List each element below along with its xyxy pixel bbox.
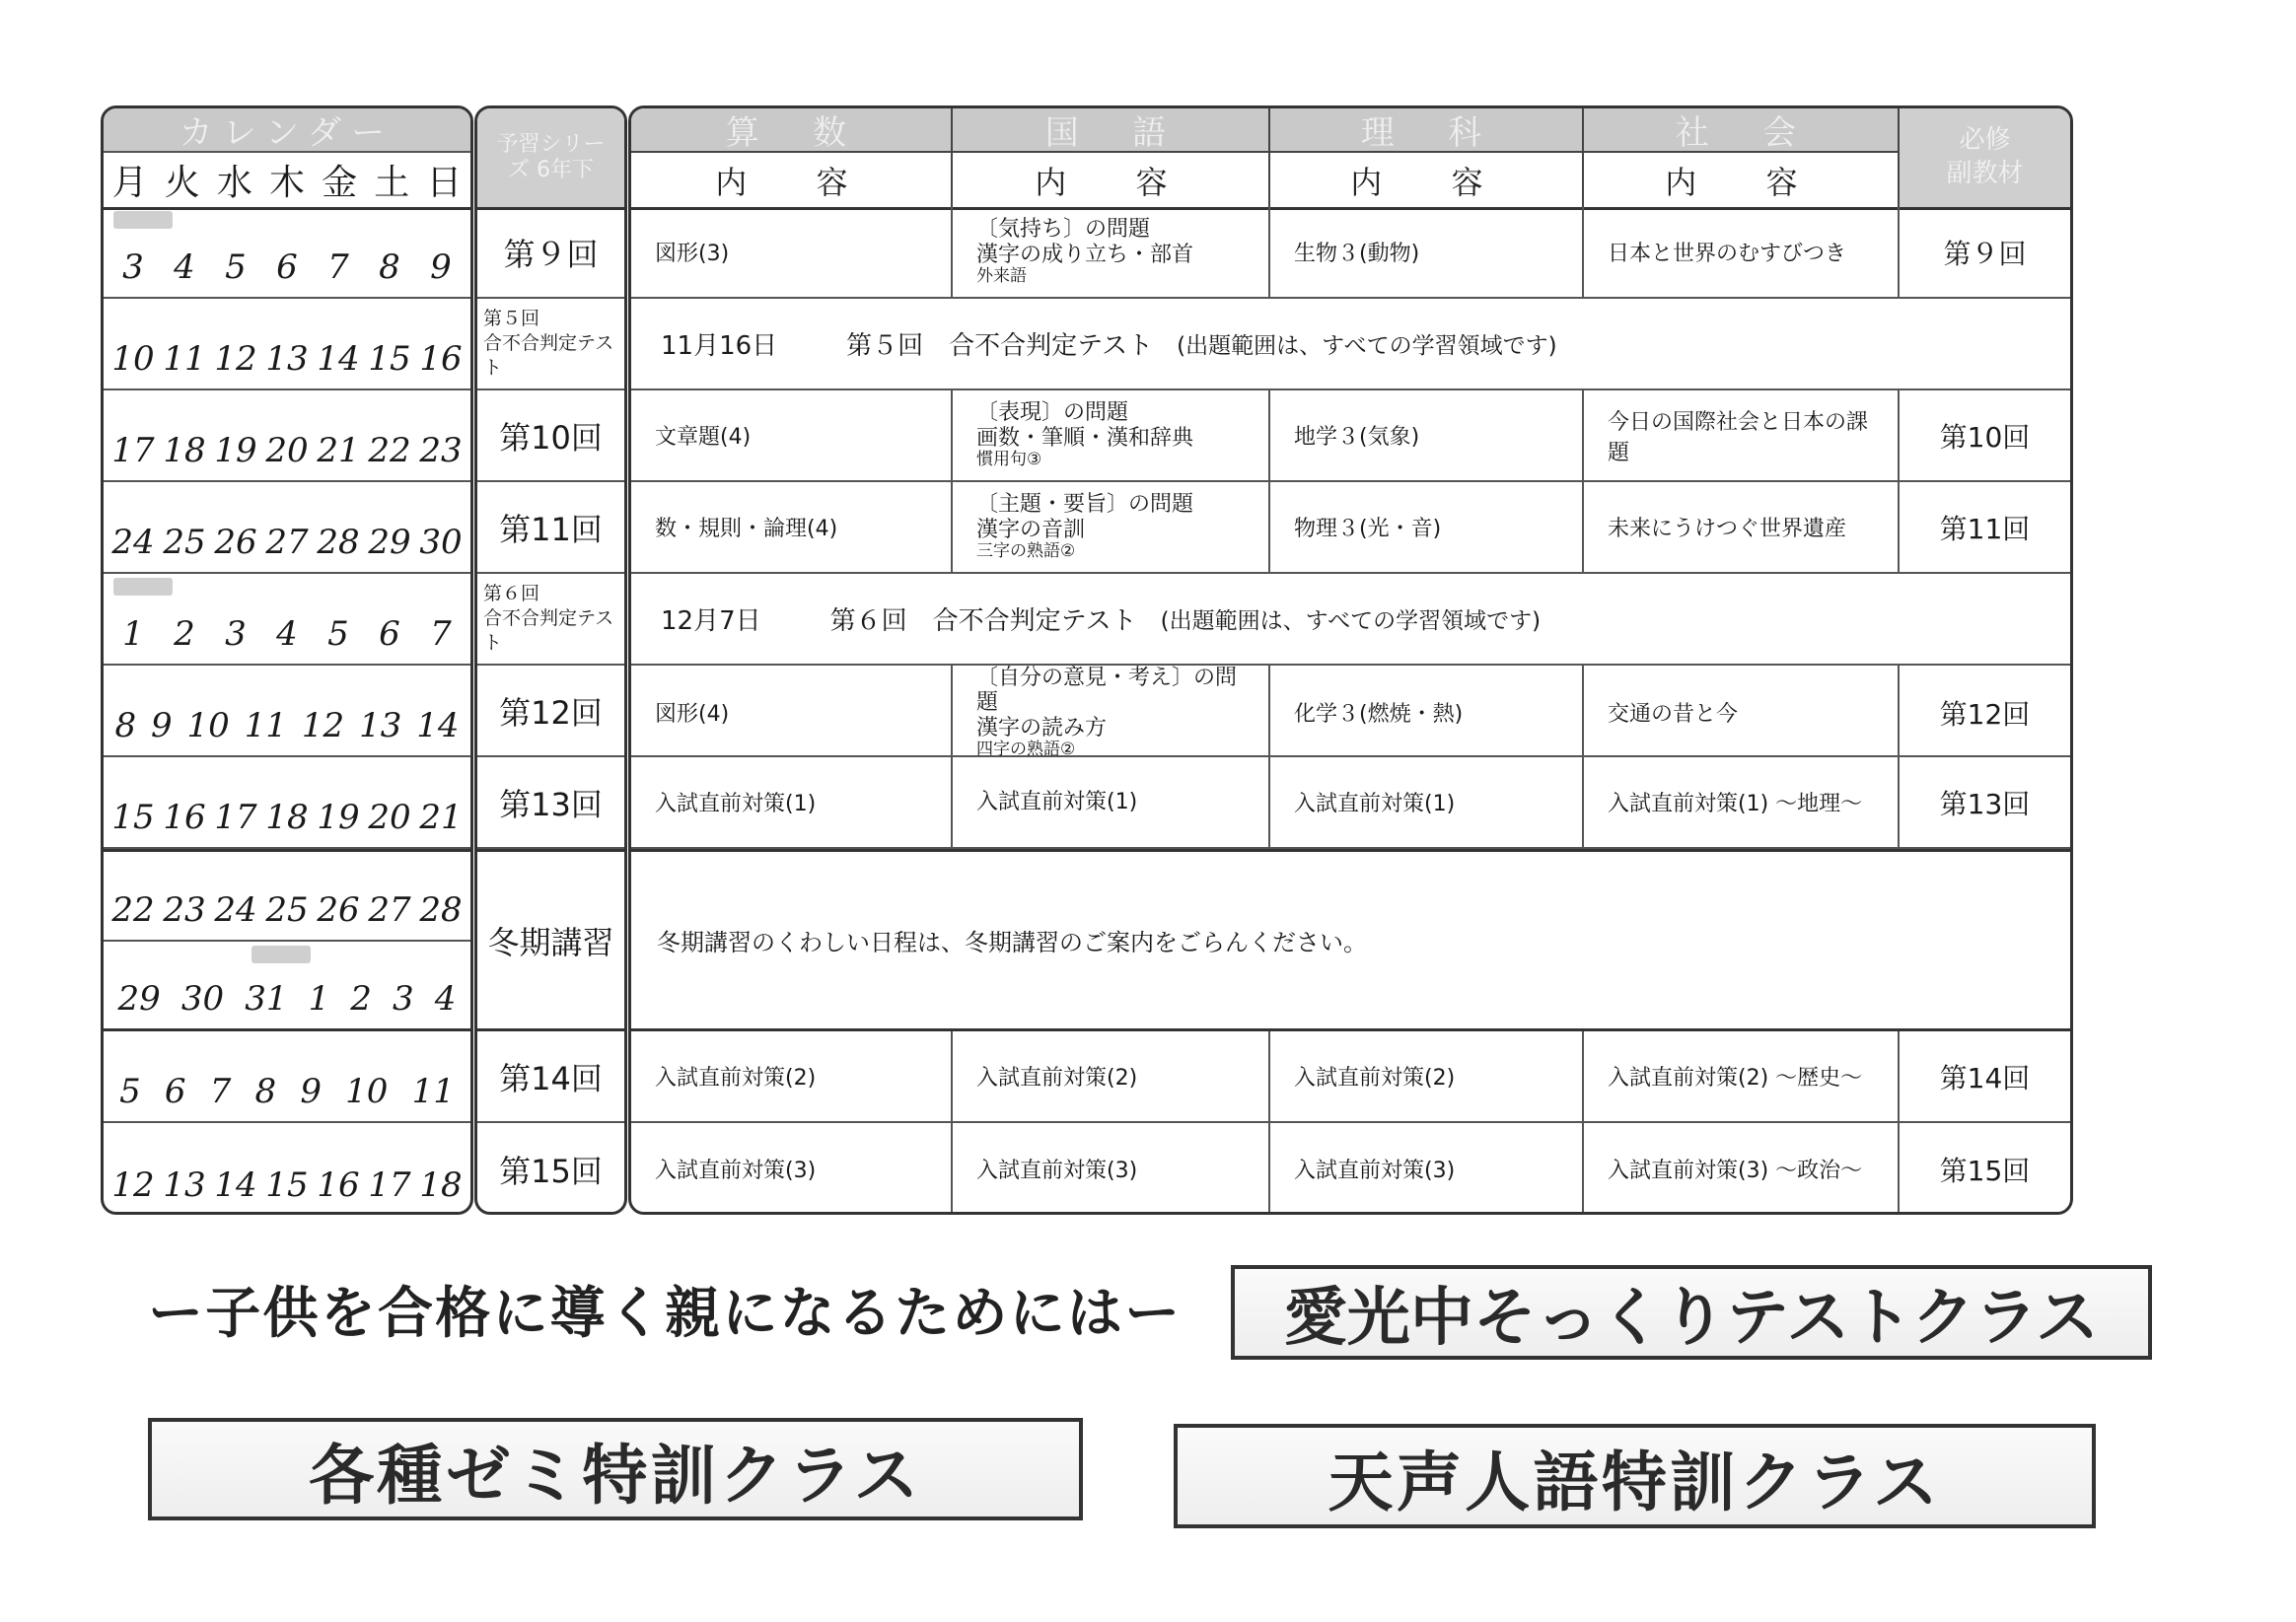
weekday-label: 月 [111, 163, 148, 203]
lesson-row [631, 666, 2070, 757]
science-cell: 物理３(光・音) [1270, 482, 1584, 572]
calendar-day: 18 [419, 1165, 463, 1205]
lesson-row [631, 1123, 2070, 1215]
calendar-day: 19 [214, 431, 257, 470]
weekday-label: 水 [216, 163, 252, 203]
test-row [631, 299, 2070, 390]
calendar-day: 12 [301, 706, 345, 745]
series-lesson-label: 第11回 [499, 510, 603, 548]
month-tag [251, 946, 311, 963]
weekday-label: 金 [322, 163, 358, 203]
japanese-cell: 入試直前対策(1) [953, 757, 1270, 847]
calendar-day: 16 [419, 339, 463, 379]
aux-cell: 第９回 [1943, 237, 2027, 270]
math-cell: 図形(3) [631, 207, 953, 297]
science-cell: 地学３(気象) [1270, 390, 1584, 480]
class-banner-seminar[interactable] [148, 1418, 1083, 1520]
math-cell: 図形(4) [631, 666, 953, 759]
series-column [474, 106, 627, 1215]
calendar-column [101, 106, 473, 1215]
test-name: 第６回 合不合判定テスト [829, 606, 1137, 636]
calendar-day: 30 [180, 979, 225, 1019]
calendar-day: 15 [265, 1165, 309, 1205]
weekday-header [104, 153, 470, 210]
calendar-title: カレンダー [104, 108, 470, 153]
calendar-day: 2 [350, 979, 372, 1019]
calendar-day: 3 [225, 614, 247, 654]
science-cell: 生物３(動物) [1270, 207, 1584, 297]
calendar-day: 29 [117, 979, 161, 1019]
series-test-label: 合不合判定テスト [483, 332, 614, 379]
month-tag [113, 578, 173, 596]
calendar-week [104, 207, 470, 299]
calendar-day: 24 [111, 523, 155, 562]
class-banner-tensei-label: 天声人語特訓クラス [1327, 1444, 1942, 1520]
winter-note-row [631, 849, 2070, 1031]
series-cell [477, 390, 624, 482]
calendar-day: 27 [368, 890, 411, 930]
calendar-day: 6 [379, 614, 400, 654]
calendar-day: 8 [254, 1072, 277, 1111]
calendar-day: 1 [308, 979, 330, 1019]
calendar-day: 20 [265, 431, 309, 470]
calendar-day: 19 [317, 798, 360, 837]
subject-science-header: 理 科 内 容 [1270, 108, 1584, 207]
calendar-week [104, 390, 470, 482]
calendar-day: 16 [317, 1165, 360, 1205]
series-header [477, 108, 624, 210]
calendar-day: 23 [419, 431, 463, 470]
calendar-day: 8 [379, 247, 400, 287]
social-cell: 入試直前対策(2) ～歴史～ [1584, 1031, 1900, 1121]
subject-social-header: 社 会 内 容 [1584, 108, 1900, 207]
calendar-day: 3 [122, 247, 144, 287]
series-cell [477, 1123, 624, 1215]
aux-cell: 第13回 [1939, 787, 2031, 820]
calendar-week [104, 482, 470, 574]
social-cell: 交通の昔と今 [1584, 666, 1900, 759]
japanese-cell: 〔表現〕の問題 画数・筆順・漢和辞典 慣用句③ [953, 390, 1270, 480]
calendar-day: 15 [111, 798, 155, 837]
series-cell [477, 482, 624, 574]
calendar-day: 13 [359, 706, 402, 745]
class-banner-aiko-label: 愛光中そっくりテストクラス [1283, 1282, 2100, 1355]
calendar-day: 9 [430, 247, 452, 287]
social-cell: 入試直前対策(1) ～地理～ [1584, 757, 1900, 847]
calendar-day: 7 [209, 1072, 232, 1111]
calendar-day: 29 [368, 523, 411, 562]
calendar-week [104, 942, 470, 1028]
month-tag [113, 211, 173, 229]
series-cell [477, 299, 624, 390]
calendar-week [104, 299, 470, 390]
test-name: 第５回 合不合判定テスト [846, 331, 1154, 361]
calendar-day: 23 [163, 890, 206, 930]
calendar-day: 4 [434, 979, 457, 1019]
series-lesson-label: 第９回 [503, 235, 599, 273]
series-cell [477, 574, 624, 666]
winter-weeks [104, 849, 470, 1031]
class-banner-tensei[interactable] [1174, 1424, 2096, 1528]
calendar-day: 6 [164, 1072, 186, 1111]
calendar-day: 21 [317, 431, 360, 470]
lesson-row [631, 390, 2070, 482]
calendar-day: 8 [114, 706, 137, 745]
calendar-day: 10 [186, 706, 230, 745]
lesson-row [631, 1031, 2070, 1123]
test-date: 11月16日 [661, 331, 778, 361]
social-cell: 未来にうけつぐ世界遺産 [1584, 482, 1900, 572]
series-cell [477, 666, 624, 757]
calendar-day: 24 [214, 890, 257, 930]
weekday-label: 日 [426, 163, 463, 203]
calendar-week [104, 757, 470, 849]
calendar-day: 22 [368, 431, 411, 470]
calendar-day: 31 [245, 979, 288, 1019]
calendar-day: 28 [419, 890, 463, 930]
science-cell: 入試直前対策(3) [1270, 1123, 1584, 1215]
calendar-day: 7 [430, 614, 452, 654]
series-lesson-label: 第14回 [499, 1059, 603, 1097]
class-banner-aiko[interactable] [1231, 1265, 2152, 1360]
calendar-day: 11 [244, 706, 287, 745]
lesson-row [631, 482, 2070, 574]
calendar-week [104, 852, 470, 942]
calendar-day: 12 [214, 339, 257, 379]
math-cell: 数・規則・論理(4) [631, 482, 953, 572]
calendar-week [104, 574, 470, 666]
subject-header [631, 108, 2070, 210]
social-cell: 今日の国際社会と日本の課題 [1584, 390, 1900, 480]
class-banner-seminar-label: 各種ゼミ特訓クラス [309, 1437, 922, 1514]
calendar-day: 17 [214, 798, 257, 837]
series-cell [477, 1031, 624, 1123]
test-note: (出題範囲は、すべての学習領域です) [1177, 333, 1557, 359]
weekday-label: 木 [268, 163, 305, 203]
calendar-day: 2 [174, 614, 195, 654]
curriculum-table [628, 106, 2073, 1215]
calendar-day: 18 [265, 798, 309, 837]
calendar-day: 18 [163, 431, 206, 470]
subject-japanese-header: 国 語 内 容 [953, 108, 1270, 207]
japanese-cell: 入試直前対策(3) [953, 1123, 1270, 1215]
calendar-rows [104, 207, 470, 1215]
weekday-label: 土 [374, 163, 410, 203]
test-row [631, 574, 2070, 666]
series-lesson-label: 第13回 [499, 785, 603, 823]
social-cell: 入試直前対策(3) ～政治～ [1584, 1123, 1900, 1215]
calendar-day: 12 [111, 1165, 155, 1205]
calendar-day: 5 [225, 247, 247, 287]
aux-material-header: 必修 副教材 [1900, 108, 2070, 207]
series-cell [477, 849, 624, 1031]
slogan-banner: ー子供を合格に導く親になるためにはー [148, 1282, 1183, 1346]
calendar-day: 14 [214, 1165, 257, 1205]
calendar-day: 21 [419, 798, 463, 837]
series-lesson-label: 第12回 [499, 693, 603, 732]
series-test-label: 第６回 [483, 583, 540, 605]
series-cell [477, 757, 624, 849]
calendar-day: 30 [419, 523, 463, 562]
calendar-day: 22 [111, 890, 155, 930]
calendar-day: 10 [111, 339, 155, 379]
calendar-day: 7 [327, 247, 349, 287]
calendar-day: 5 [119, 1072, 141, 1111]
series-header-label: 予習シリーズ 6年下 [496, 131, 606, 182]
calendar-day: 9 [151, 706, 173, 745]
aux-cell: 第15回 [1939, 1154, 2031, 1187]
calendar-day: 26 [317, 890, 360, 930]
series-test-label: 合不合判定テスト [483, 607, 614, 654]
calendar-day: 15 [368, 339, 411, 379]
calendar-day: 27 [265, 523, 309, 562]
calendar-day: 1 [122, 614, 144, 654]
calendar-day: 26 [214, 523, 257, 562]
calendar-day: 4 [174, 247, 195, 287]
calendar-week [104, 1031, 470, 1123]
calendar-day: 17 [111, 431, 155, 470]
japanese-cell: 入試直前対策(2) [953, 1031, 1270, 1121]
series-lesson-label: 第15回 [499, 1152, 603, 1190]
calendar-day: 4 [276, 614, 298, 654]
science-cell: 入試直前対策(1) [1270, 757, 1584, 847]
winter-course-label: 冬期講習 [487, 923, 614, 961]
calendar-day: 28 [317, 523, 360, 562]
japanese-cell: 〔気持ち〕の問題 漢字の成り立ち・部首 外来語 [953, 207, 1270, 297]
aux-cell: 第14回 [1939, 1061, 2031, 1094]
calendar-day: 25 [265, 890, 309, 930]
series-lesson-label: 第10回 [499, 418, 603, 457]
science-cell: 入試直前対策(2) [1270, 1031, 1584, 1121]
math-cell: 入試直前対策(1) [631, 757, 953, 847]
calendar-day: 6 [276, 247, 298, 287]
calendar-day: 3 [393, 979, 414, 1019]
lesson-row [631, 757, 2070, 849]
japanese-cell: 〔主題・要旨〕の問題 漢字の音訓 三字の熟語② [953, 482, 1270, 572]
subject-math-header: 算 数 内 容 [631, 108, 953, 207]
test-note: (出題範囲は、すべての学習領域です) [1160, 608, 1542, 634]
aux-cell: 第10回 [1939, 420, 2031, 454]
math-cell: 入試直前対策(2) [631, 1031, 953, 1121]
calendar-day: 10 [345, 1072, 389, 1111]
science-cell: 化学３(燃焼・熱) [1270, 666, 1584, 759]
calendar-day: 17 [368, 1165, 411, 1205]
winter-note: 冬期講習のくわしい日程は、冬期講習のご案内をごらんください。 [657, 929, 1367, 956]
calendar-day: 13 [163, 1165, 206, 1205]
series-test-label: 第５回 [483, 308, 540, 330]
calendar-week [104, 1123, 470, 1215]
calendar-day: 14 [416, 706, 460, 745]
math-cell: 文章題(4) [631, 390, 953, 480]
calendar-day: 16 [163, 798, 206, 837]
calendar-day: 5 [327, 614, 349, 654]
aux-cell: 第11回 [1939, 512, 2031, 545]
lesson-row [631, 207, 2070, 299]
calendar-day: 20 [368, 798, 411, 837]
calendar-day: 9 [300, 1072, 322, 1111]
calendar-day: 14 [317, 339, 360, 379]
social-cell: 日本と世界のむすびつき [1584, 207, 1900, 297]
series-cell [477, 207, 624, 299]
weekday-label: 火 [164, 163, 200, 203]
calendar-week [104, 666, 470, 757]
aux-cell: 第12回 [1939, 697, 2031, 731]
calendar-day: 13 [265, 339, 309, 379]
math-cell: 入試直前対策(3) [631, 1123, 953, 1215]
test-date: 12月7日 [661, 606, 761, 636]
calendar-day: 11 [411, 1072, 455, 1111]
japanese-cell: 〔自分の意見・考え〕の問題 漢字の読み方 四字の熟語② [953, 666, 1270, 759]
calendar-day: 11 [163, 339, 206, 379]
calendar-day: 25 [163, 523, 206, 562]
